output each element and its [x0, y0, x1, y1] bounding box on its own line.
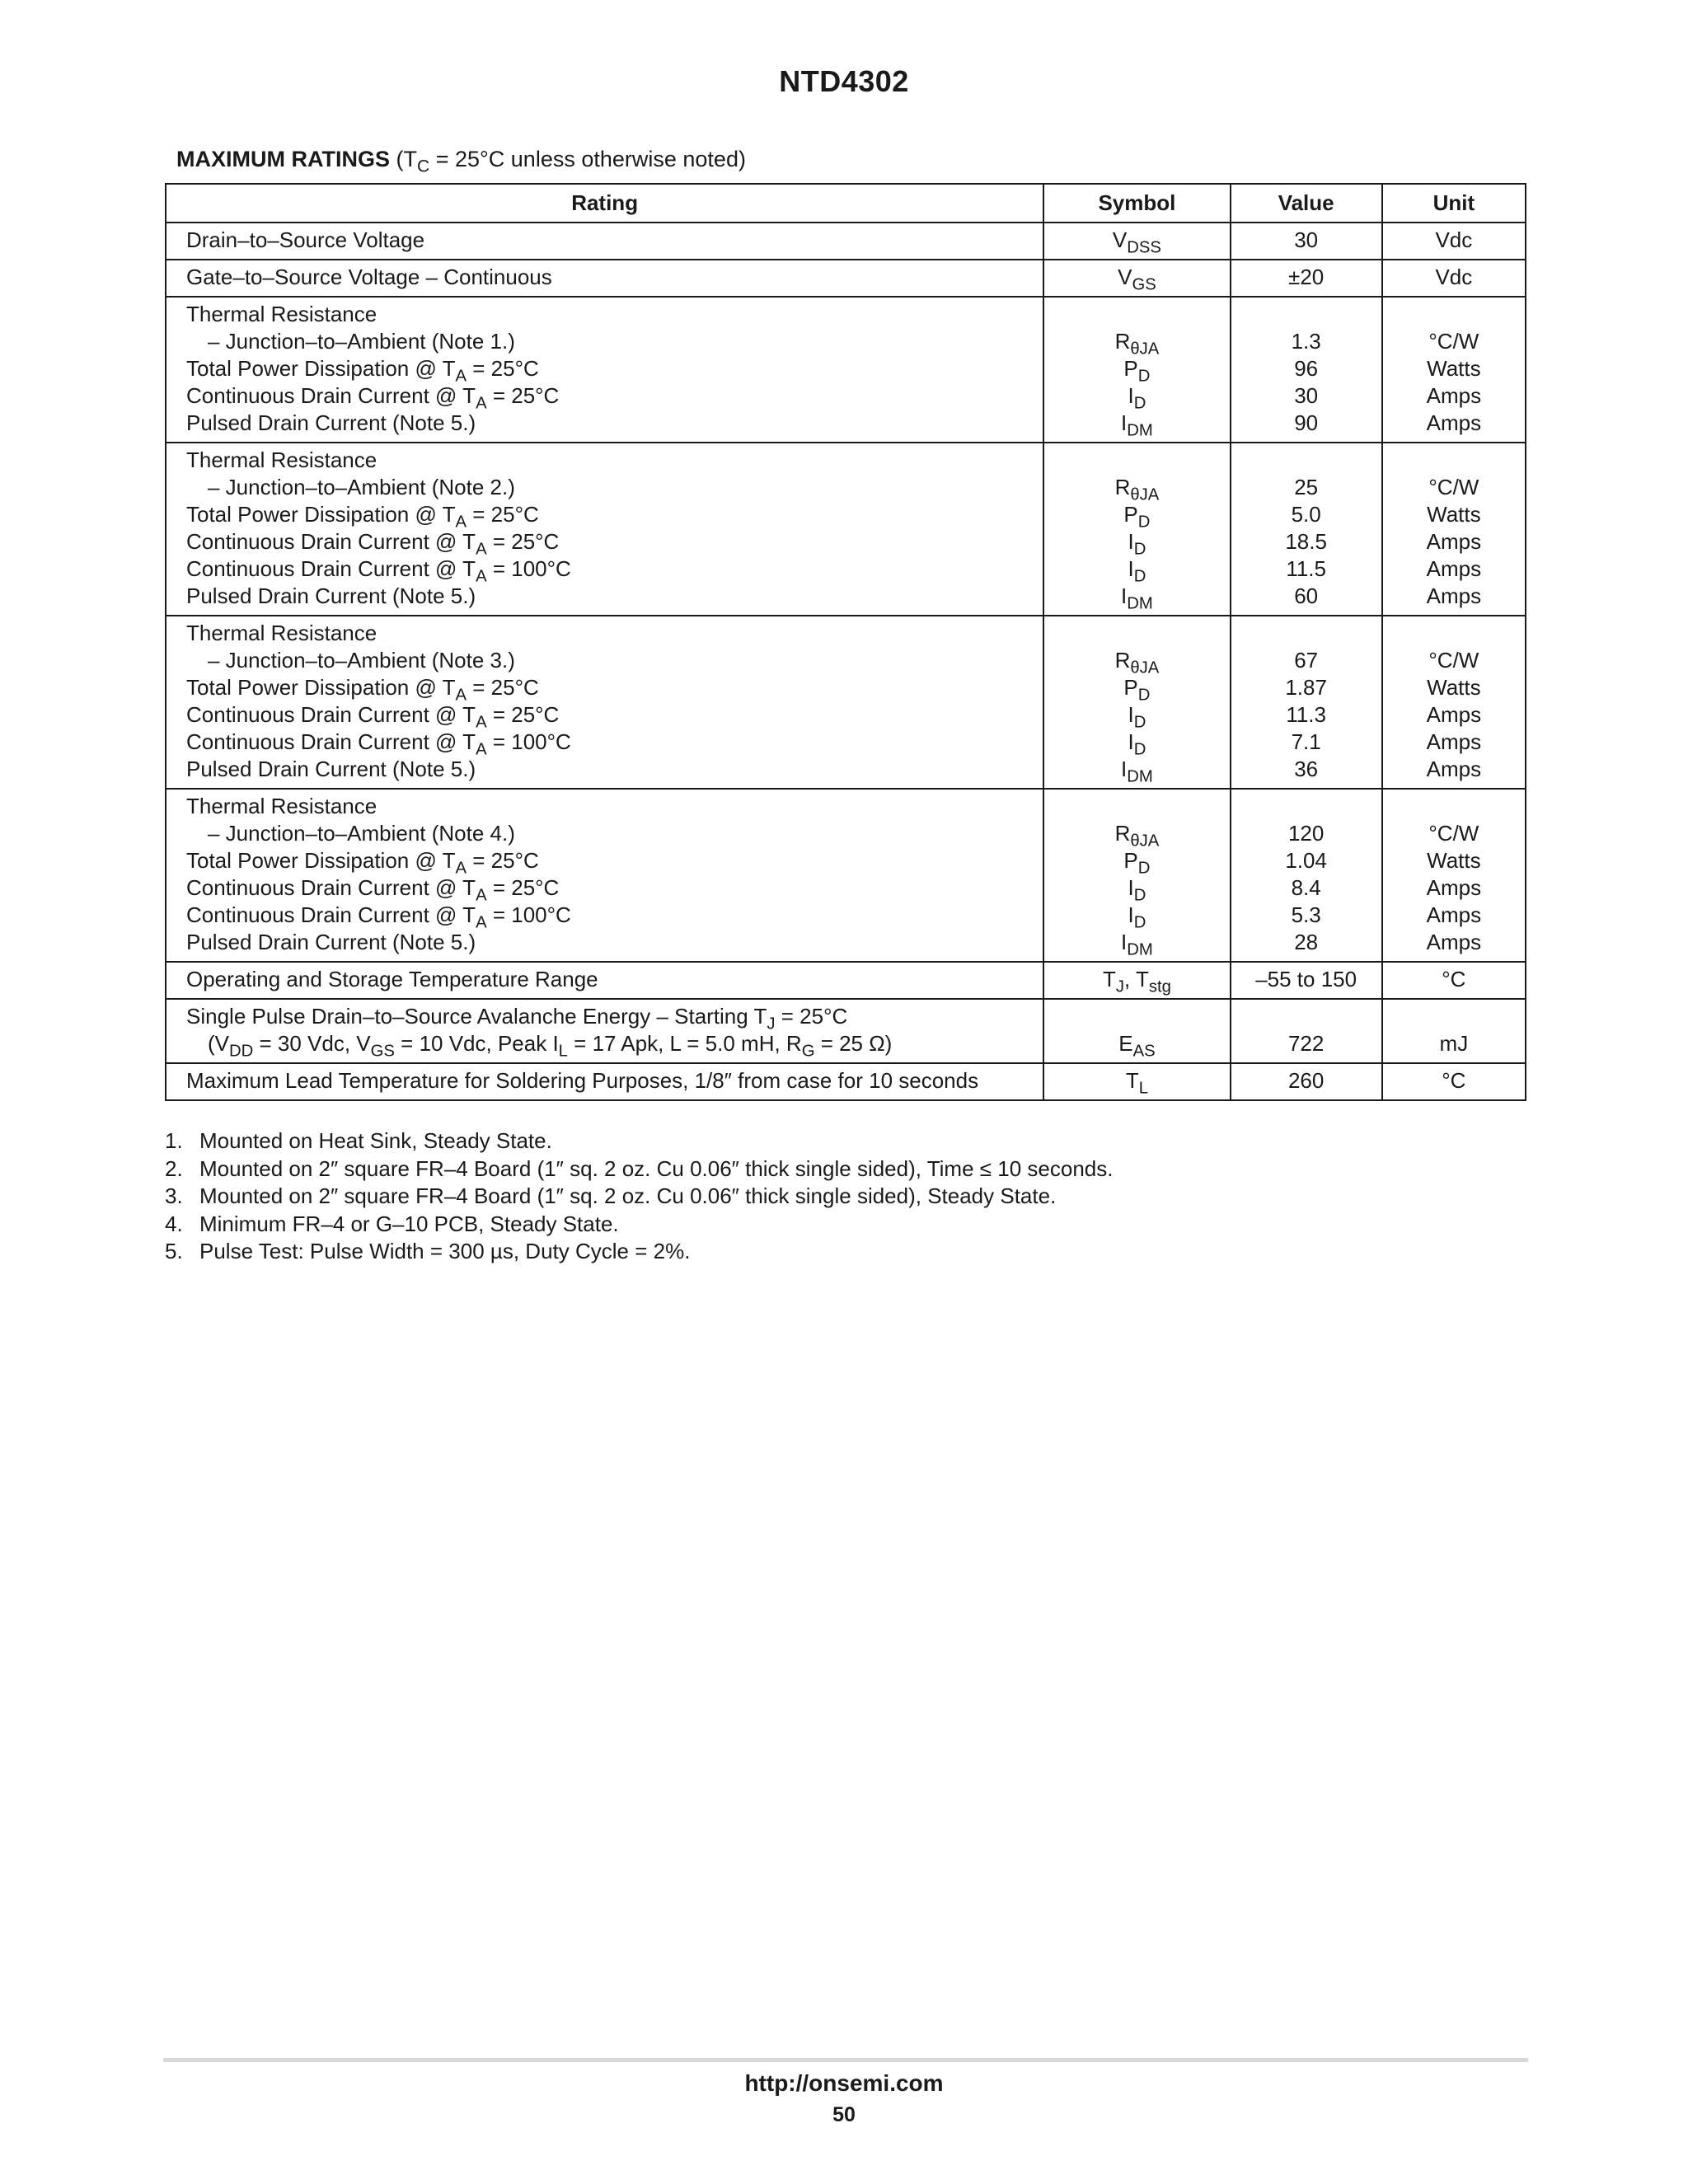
page-title: NTD4302 [779, 64, 909, 98]
unit-line: Watts [1427, 848, 1481, 873]
header-symbol: Symbol [1043, 184, 1230, 223]
symbol-line: $R_{\theta JA}$ [1114, 648, 1160, 677]
unit-cell [1382, 223, 1526, 260]
maximum-ratings-table [165, 183, 1526, 1101]
rating-line: – Junction–to–Ambient (Note 1.) [208, 329, 515, 354]
table-row [166, 297, 1526, 443]
footnote-number: 2. [165, 1155, 183, 1181]
rating-line: Pulsed Drain Current (Note 5.) [186, 757, 476, 781]
rating-cell [166, 223, 1043, 260]
header-rating: Rating [166, 184, 1043, 223]
unit-line: Amps [1426, 875, 1482, 900]
symbol-cell [1043, 789, 1230, 962]
value-cell [1231, 297, 1382, 443]
unit-cell [1382, 297, 1526, 443]
symbol-line: $P_D$ [1123, 675, 1151, 705]
rating-cell [166, 443, 1043, 616]
section-condition: ($T_C = 25^\circ C$ unless otherwise noted) [396, 147, 746, 176]
footer-divider [163, 2058, 1528, 2062]
value-line: 11.3 [1286, 702, 1326, 727]
rating-cell [166, 962, 1043, 999]
unit-line: Watts [1427, 502, 1481, 527]
unit-line: Amps [1426, 729, 1482, 754]
footnote-number: 5. [165, 1239, 183, 1263]
unit-line: Watts [1427, 675, 1481, 700]
rating-line: Thermal Resistance [186, 302, 377, 326]
footnote-number: 1. [165, 1128, 183, 1153]
unit-line: Amps [1426, 702, 1482, 727]
table-row [166, 1063, 1526, 1100]
rating-line: Continuous Drain Current @ $T_A = 100^\circ C$ [186, 556, 571, 586]
symbol-line: $I_D$ [1128, 902, 1146, 932]
rating-line: Total Power Dissipation @ $T_A = 25^\circ C$ [186, 356, 539, 386]
symbol-line: $V_{DSS}$ [1112, 227, 1161, 257]
symbol-cell [1043, 616, 1230, 789]
value-line: 722 [1287, 1031, 1325, 1056]
symbol-cell [1043, 999, 1230, 1063]
symbol-line: $P_D$ [1123, 848, 1151, 878]
footnote-item [165, 1183, 1113, 1211]
symbol-line: $R_{\theta JA}$ [1114, 821, 1160, 851]
unit-line: Amps [1426, 383, 1482, 408]
rating-line: Pulsed Drain Current (Note 5.) [186, 410, 476, 435]
unit-line: Vdc [1435, 265, 1473, 289]
symbol-line: $I_{DM}$ [1121, 930, 1153, 959]
rating-cell [166, 1063, 1043, 1100]
unit-cell [1382, 260, 1526, 297]
value-line: 28 [1294, 930, 1319, 954]
unit-line: mJ [1439, 1031, 1469, 1056]
footnote-item [165, 1211, 1113, 1239]
value-line: 96 [1294, 356, 1319, 381]
table-row [166, 999, 1526, 1063]
header-unit: Unit [1382, 184, 1526, 223]
footnote-text: Pulse Test: Pulse Width = 300 µs, Duty Cycle = 2%. [199, 1239, 691, 1263]
table-row [166, 789, 1526, 962]
rating-line: – Junction–to–Ambient (Note 4.) [208, 821, 515, 846]
value-line: 60 [1294, 583, 1319, 608]
value-cell [1231, 616, 1382, 789]
symbol-line: $I_D$ [1128, 702, 1146, 732]
value-cell [1231, 789, 1382, 962]
symbol-line: $P_D$ [1123, 356, 1151, 386]
footnote-text: Minimum FR–4 or G–10 PCB, Steady State. [199, 1211, 619, 1236]
header-value: Value [1231, 184, 1382, 223]
table-row [166, 616, 1526, 789]
footnote-text: Mounted on 2″ square FR–4 Board (1″ sq. 2 oz. Cu 0.06″ thick single sided), Time ≤ 10 seconds. [199, 1155, 1114, 1181]
rating-line: Continuous Drain Current @ $T_A = 100^\circ C$ [186, 902, 571, 932]
rating-line: Maximum Lead Temperature for Soldering Purposes, 1/8″ from case for 10 seconds [186, 1068, 979, 1093]
rating-line: Thermal Resistance [186, 448, 377, 472]
unit-cell [1382, 1063, 1526, 1100]
footnote-text: Mounted on Heat Sink, Steady State. [199, 1128, 552, 1153]
symbol-cell [1043, 443, 1230, 616]
rating-line: Continuous Drain Current @ $T_A = 100^\circ C$ [186, 729, 571, 759]
value-line: 67 [1294, 648, 1319, 673]
symbol-line: $R_{\theta JA}$ [1114, 475, 1160, 504]
value-line: 30 [1294, 227, 1319, 252]
symbol-cell [1043, 297, 1230, 443]
footnote-item [165, 1155, 1113, 1183]
value-line: 260 [1287, 1068, 1325, 1093]
rating-line: Continuous Drain Current @ $T_A = 25^\circ C$ [186, 529, 560, 559]
value-line: 5.0 [1291, 502, 1321, 527]
rating-line: Total Power Dissipation @ $T_A = 25^\circ C$ [186, 675, 539, 705]
value-line: 36 [1294, 757, 1319, 781]
unit-line: °C [1442, 1068, 1466, 1093]
symbol-line: $I_D$ [1128, 556, 1146, 586]
symbol-cell [1043, 962, 1230, 999]
rating-line: – Junction–to–Ambient (Note 2.) [208, 475, 515, 499]
rating-line: Single Pulse Drain–to–Source Avalanche Energy – Starting $T_J = 25^\circ C$ [186, 1004, 848, 1033]
rating-line: Pulsed Drain Current (Note 5.) [186, 930, 476, 954]
page-number: 50 [832, 2103, 856, 2126]
value-line: 25 [1294, 475, 1319, 499]
value-line: 1.3 [1291, 329, 1321, 354]
table-header-row [166, 184, 1526, 223]
rating-line: Total Power Dissipation @ $T_A = 25^\circ C$ [186, 502, 539, 532]
symbol-cell [1043, 223, 1230, 260]
value-cell [1231, 962, 1382, 999]
symbol-line: $T_L$ [1125, 1068, 1148, 1098]
symbol-line: $I_{DM}$ [1121, 410, 1153, 440]
value-line: 7.1 [1291, 729, 1321, 754]
footnotes-list [165, 1127, 1113, 1266]
rating-cell [166, 260, 1043, 297]
unit-cell [1382, 999, 1526, 1063]
value-line: 1.04 [1285, 848, 1327, 873]
unit-line: °C/W [1428, 475, 1479, 499]
rating-cell [166, 297, 1043, 443]
rating-cell [166, 616, 1043, 789]
table-row [166, 223, 1526, 260]
symbol-line: $I_D$ [1128, 383, 1146, 413]
value-line: 90 [1294, 410, 1319, 435]
rating-cell [166, 999, 1043, 1063]
rating-line: Gate–to–Source Voltage – Continuous [186, 265, 552, 289]
value-cell [1231, 1063, 1382, 1100]
unit-cell [1382, 962, 1526, 999]
table-row [166, 962, 1526, 999]
value-cell [1231, 223, 1382, 260]
value-cell [1231, 443, 1382, 616]
section-title: MAXIMUM RATINGS [176, 147, 390, 171]
value-line: –55 to 150 [1255, 967, 1357, 991]
symbol-line: $I_D$ [1128, 729, 1146, 759]
footnote-item [165, 1127, 1113, 1155]
footnote-item [165, 1238, 1113, 1266]
symbol-line: $I_{DM}$ [1121, 583, 1153, 613]
symbol-line: $P_D$ [1123, 502, 1151, 532]
rating-line: Total Power Dissipation @ $T_A = 25^\circ C$ [186, 848, 539, 878]
table-body [166, 223, 1526, 1100]
unit-line: Amps [1426, 410, 1482, 435]
unit-line: °C/W [1428, 821, 1479, 846]
symbol-cell [1043, 1063, 1230, 1100]
unit-line: °C [1442, 967, 1466, 991]
symbol-line: $I_D$ [1128, 529, 1146, 559]
table-row [166, 443, 1526, 616]
unit-line: Amps [1426, 583, 1482, 608]
symbol-cell [1043, 260, 1230, 297]
rating-line: ($V_{DD} = 30$ Vdc, $V_{GS} = 10$ Vdc, Peak $I_L = 17$ Apk, L = 5.0 mH, $R_G = 25$ Ω) [208, 1031, 893, 1061]
value-line: 11.5 [1286, 556, 1326, 581]
value-cell [1231, 999, 1382, 1063]
unit-cell [1382, 443, 1526, 616]
symbol-line: $V_{GS}$ [1118, 265, 1156, 294]
unit-line: Amps [1426, 930, 1482, 954]
value-cell [1231, 260, 1382, 297]
rating-line: Drain–to–Source Voltage [186, 227, 425, 252]
symbol-line: $E_{AS}$ [1118, 1031, 1156, 1061]
rating-line: – Junction–to–Ambient (Note 3.) [208, 648, 515, 673]
rating-line: Continuous Drain Current @ $T_A = 25^\circ C$ [186, 875, 560, 905]
unit-line: Amps [1426, 902, 1482, 927]
rating-line: Continuous Drain Current @ $T_A = 25^\circ C$ [186, 702, 560, 732]
unit-line: Amps [1426, 757, 1482, 781]
value-line: 30 [1294, 383, 1319, 408]
value-line: 8.4 [1291, 875, 1321, 900]
value-line: 5.3 [1291, 902, 1321, 927]
footnote-number: 3. [165, 1183, 183, 1208]
unit-line: Vdc [1435, 227, 1473, 252]
footnote-text: Mounted on 2″ square FR–4 Board (1″ sq. 2 oz. Cu 0.06″ thick single sided), Steady State. [199, 1183, 1057, 1208]
value-line: ±20 [1288, 265, 1325, 289]
unit-line: °C/W [1428, 648, 1479, 673]
value-line: 1.87 [1285, 675, 1327, 700]
rating-line: Operating and Storage Temperature Range [186, 967, 598, 991]
footnote-number: 4. [165, 1211, 183, 1236]
symbol-line: $R_{\theta JA}$ [1114, 329, 1160, 359]
rating-line: Pulsed Drain Current (Note 5.) [186, 583, 476, 608]
unit-line: °C/W [1428, 329, 1479, 354]
rating-cell [166, 789, 1043, 962]
symbol-line: $I_D$ [1128, 875, 1146, 905]
unit-line: Amps [1426, 529, 1482, 554]
section-heading [176, 147, 746, 176]
value-line: 120 [1287, 821, 1325, 846]
symbol-line: $I_{DM}$ [1121, 757, 1153, 786]
unit-line: Amps [1426, 556, 1482, 581]
value-line: 18.5 [1285, 529, 1327, 554]
unit-cell [1382, 616, 1526, 789]
unit-line: Watts [1427, 356, 1481, 381]
rating-line: Thermal Resistance [186, 794, 377, 818]
footer-url-link[interactable]: http://onsemi.com [744, 2070, 944, 2096]
symbol-line: $T_J$, $T_{stg}$ [1102, 967, 1171, 996]
table-row [166, 260, 1526, 297]
rating-line: Thermal Resistance [186, 621, 377, 645]
unit-cell [1382, 789, 1526, 962]
rating-line: Continuous Drain Current @ $T_A = 25^\circ C$ [186, 383, 560, 413]
